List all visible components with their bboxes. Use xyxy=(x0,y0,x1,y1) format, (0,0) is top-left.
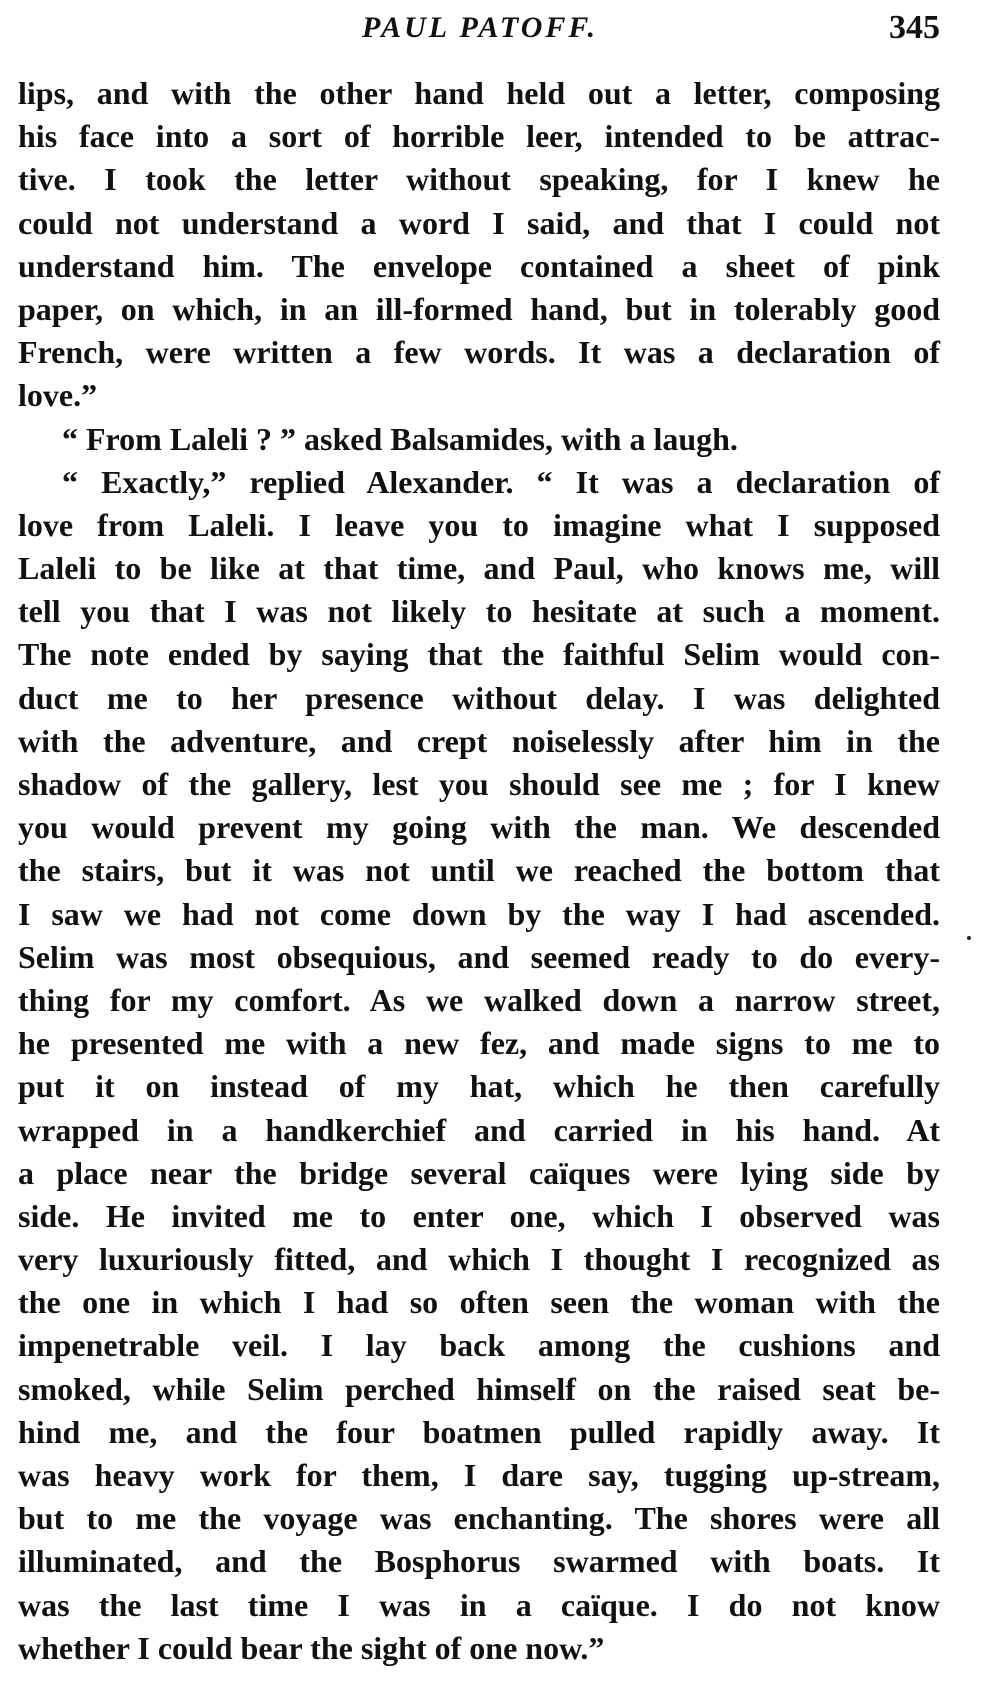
text-line: illuminated, and the Bosphorus swarmed with boats. It xyxy=(18,1543,940,1580)
text-line: love.” xyxy=(18,377,98,414)
ink-speck xyxy=(967,936,971,940)
text-line: his face into a sort of horrible leer, intended to be attrac- xyxy=(18,118,940,155)
text-line: the one in which I had so often seen the woman with the xyxy=(18,1284,940,1321)
text-line: tell you that I was not likely to hesitate at such a moment. xyxy=(18,593,940,630)
text-line: but to me the voyage was enchanting. The shores were all xyxy=(18,1500,940,1537)
text-line: you would prevent my going with the man. We descended xyxy=(18,809,940,846)
page-number: 345 xyxy=(889,9,940,46)
text-line: impenetrable veil. I lay back among the cushions and xyxy=(18,1327,940,1364)
text-line: duct me to her presence without delay. I was delighted xyxy=(18,679,940,716)
text-line: was the last time I was in a caïque. I do not know xyxy=(18,1586,940,1623)
text-line: thing for my comfort. As we walked down a narrow street, xyxy=(18,981,940,1018)
text-line: hind me, and the four boatmen pulled rapidly away. It xyxy=(18,1413,940,1450)
text-line: paper, on which, in an ill-formed hand, but in tolerably good xyxy=(18,290,940,327)
body-text xyxy=(18,72,940,1670)
text-line: the stairs, but it was not until we reached the bottom that xyxy=(18,852,940,889)
text-line: The note ended by saying that the faithful Selim would con- xyxy=(18,636,940,673)
text-line: shadow of the gallery, lest you should see me ; for I knew xyxy=(18,766,940,802)
text-line: was heavy work for them, I dare say, tugging up-stream, xyxy=(18,1457,940,1493)
text-line: with the adventure, and crept noiselessly after him in the xyxy=(18,722,940,759)
text-line: Laleli to be like at that time, and Paul, who knows me, will xyxy=(18,550,940,587)
text-line: he presented me with a new fez, and made signs to me to xyxy=(18,1025,940,1062)
text-line: very luxuriously fitted, and which I thought I recognized as xyxy=(18,1241,940,1278)
text-line: French, were written a few words. It was a declaration of xyxy=(18,334,940,371)
text-line: Selim was most obsequious, and seemed ready to do every- xyxy=(18,938,940,975)
text-line: side. He invited me to enter one, which I observed was xyxy=(18,1197,940,1234)
text-line: love from Laleli. I leave you to imagine what I supposed xyxy=(18,506,940,543)
text-line: a place near the bridge several caïques were lying side by xyxy=(18,1154,940,1191)
text-line: whether I could bear the sight of one now.” xyxy=(18,1629,605,1666)
text-line: put it on instead of my hat, which he then carefully xyxy=(18,1068,940,1105)
text-line: understand him. The envelope contained a sheet of pink xyxy=(18,247,940,284)
text-line: wrapped in a handkerchief and carried in his hand. At xyxy=(18,1111,940,1148)
running-title: PAUL PATOFF. xyxy=(361,11,599,44)
text-line: I saw we had not come down by the way I had ascended. xyxy=(18,895,940,932)
running-head xyxy=(20,6,940,50)
text-line: could not understand a word I said, and that I could not xyxy=(18,204,940,241)
text-line: tive. I took the letter without speaking, for I knew he xyxy=(18,161,940,198)
text-line: lips, and with the other hand held out a letter, composing xyxy=(18,75,940,111)
text-line: smoked, while Selim perched himself on the raised seat be- xyxy=(18,1370,940,1407)
text-line: “ Exactly,” replied Alexander. “ It was a declaration of xyxy=(62,463,940,500)
text-line: “ From Laleli ? ” asked Balsamides, with a laugh. xyxy=(62,420,738,457)
